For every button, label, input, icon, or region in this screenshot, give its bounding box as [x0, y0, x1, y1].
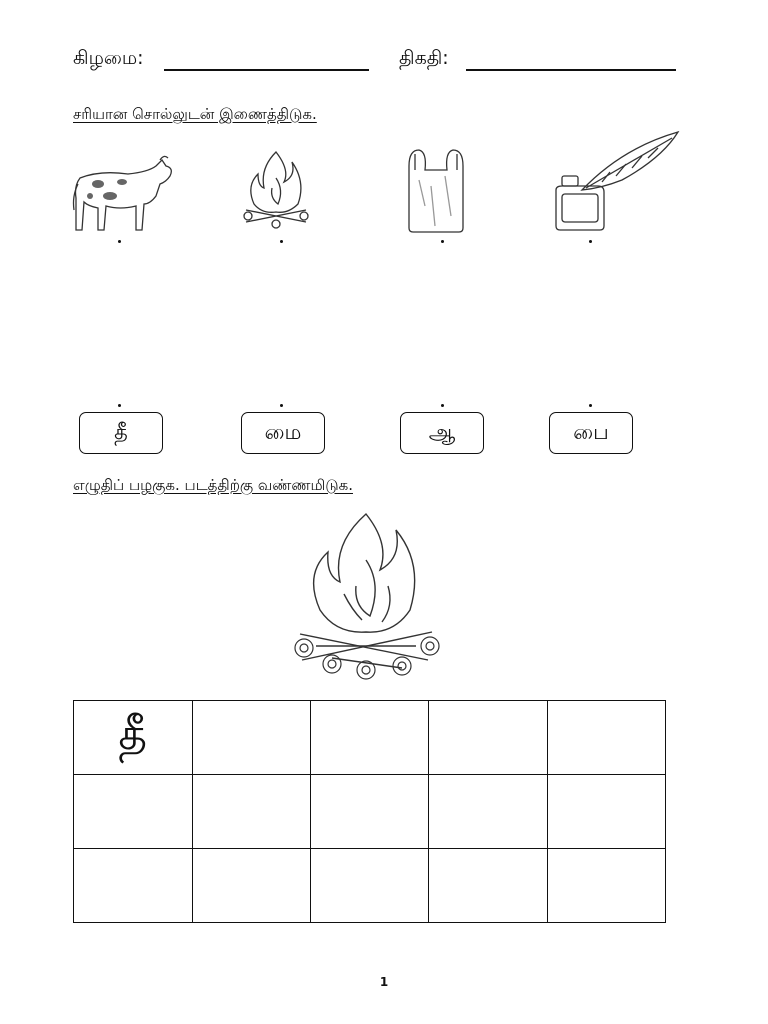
practice-cell[interactable]: [74, 775, 193, 849]
writing-instruction: எழுதிப் பழகுக. படத்திற்கு வண்ணமிடுக.: [73, 476, 353, 494]
practice-cell[interactable]: [74, 849, 193, 923]
match-dot-word-1[interactable]: [118, 404, 121, 407]
practice-cell[interactable]: [310, 775, 428, 849]
grid-row: [74, 775, 666, 849]
model-letter: தீ: [118, 709, 148, 760]
practice-cell[interactable]: [429, 775, 547, 849]
practice-cell[interactable]: [310, 849, 428, 923]
word-box-1[interactable]: தீ: [79, 412, 163, 454]
practice-cell[interactable]: [310, 701, 428, 775]
day-answer-line[interactable]: [164, 69, 369, 71]
grid-row: [74, 701, 666, 775]
practice-cell[interactable]: [192, 775, 310, 849]
matching-instruction: சரியான சொல்லுடன் இணைத்திடுக.: [73, 105, 317, 123]
page-number: 1: [379, 975, 389, 989]
practice-cell[interactable]: [429, 701, 547, 775]
practice-cell[interactable]: [547, 701, 665, 775]
word-box-4[interactable]: பை: [549, 412, 633, 454]
practice-cell[interactable]: [192, 701, 310, 775]
practice-cell[interactable]: [429, 849, 547, 923]
practice-cell[interactable]: [547, 775, 665, 849]
model-letter-cell: [74, 701, 193, 775]
writing-practice-grid: [73, 700, 666, 923]
cow-icon: [70, 152, 176, 236]
match-dot-cow[interactable]: [118, 240, 121, 243]
grid-row: [74, 849, 666, 923]
match-dot-fire[interactable]: [280, 240, 283, 243]
ink-bottle-quill-icon: [552, 128, 684, 232]
plastic-bag-icon: [405, 146, 467, 234]
date-label: திகதி:: [399, 47, 449, 69]
match-dot-word-4[interactable]: [589, 404, 592, 407]
date-answer-line[interactable]: [466, 69, 676, 71]
match-dot-ink[interactable]: [589, 240, 592, 243]
match-dot-bag[interactable]: [441, 240, 444, 243]
practice-cell[interactable]: [547, 849, 665, 923]
day-label: கிழமை:: [73, 47, 144, 69]
match-dot-word-2[interactable]: [280, 404, 283, 407]
match-dot-word-3[interactable]: [441, 404, 444, 407]
bonfire-icon[interactable]: [292, 510, 440, 680]
word-box-3[interactable]: ஆ: [400, 412, 484, 454]
campfire-icon: [240, 148, 312, 230]
word-box-2[interactable]: மை: [241, 412, 325, 454]
practice-cell[interactable]: [192, 849, 310, 923]
